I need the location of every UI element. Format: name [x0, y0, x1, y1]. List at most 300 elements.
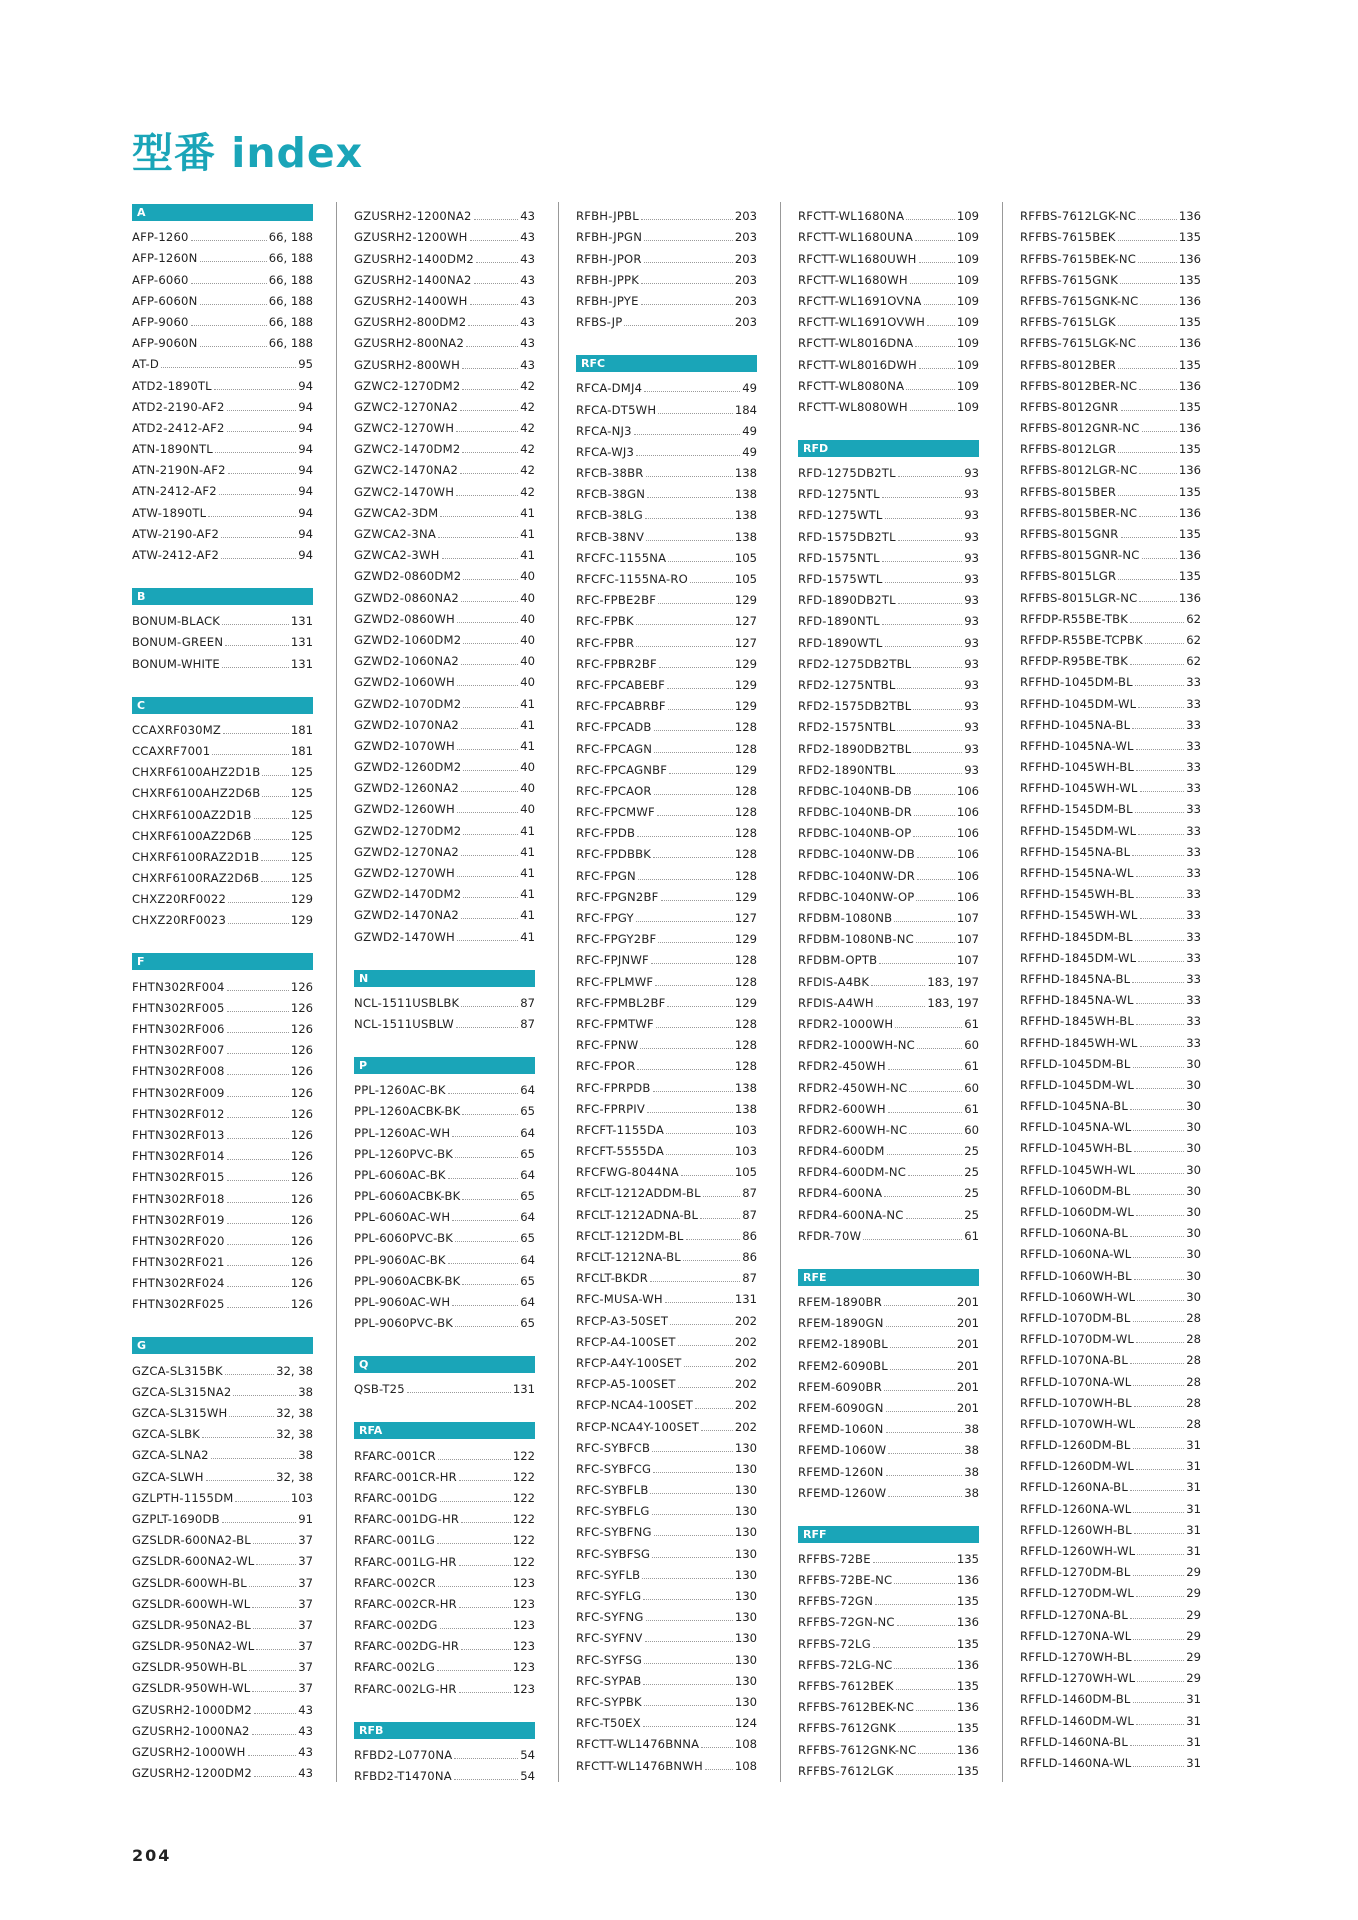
model-number: RFCB-38BR	[576, 466, 644, 481]
model-number: FHTN302RF014	[132, 1149, 225, 1164]
index-entry	[576, 1243, 757, 1264]
dot-leader	[461, 1522, 511, 1523]
dot-leader	[658, 603, 733, 604]
model-number: RFDR4-600NA-NC	[798, 1207, 904, 1222]
dot-leader	[459, 1565, 511, 1566]
dot-leader	[1139, 516, 1177, 517]
model-number: GZUSRH2-1400NA2	[354, 272, 472, 287]
model-number: CCAXRF7001	[132, 743, 211, 758]
page-reference: 30	[1186, 1056, 1201, 1071]
section-header: A	[132, 204, 313, 221]
page-reference: 203	[734, 272, 757, 287]
dot-leader	[448, 1178, 519, 1179]
page-reference: 87	[742, 1271, 757, 1286]
dot-leader	[885, 646, 963, 647]
index-entry	[354, 1484, 535, 1505]
page-reference: 138	[734, 529, 757, 544]
dot-leader	[1136, 1215, 1184, 1216]
page-reference: 108	[734, 1737, 757, 1752]
dot-leader	[906, 1218, 963, 1219]
page-reference: 135	[956, 1679, 979, 1693]
index-entry	[1020, 435, 1201, 456]
model-number: RFFHD-1845DM-BL	[1020, 929, 1133, 944]
model-number: PPL-9060ACBK-BK	[354, 1273, 461, 1288]
index-entry	[354, 372, 535, 393]
page-reference: 43	[520, 336, 535, 351]
dot-leader	[653, 857, 733, 858]
index-entry	[576, 544, 757, 565]
model-number: GZWD2-1270DM2	[354, 823, 462, 838]
index-entry	[354, 1288, 535, 1309]
index-entry	[798, 607, 979, 628]
index-entry	[132, 1206, 313, 1227]
index-entry	[132, 1484, 313, 1505]
page-reference: 33	[1186, 1014, 1201, 1029]
page-reference: 131	[290, 614, 313, 629]
page-reference: 33	[1186, 844, 1201, 859]
model-number: RFCA-NJ3	[576, 423, 632, 438]
index-entry	[354, 605, 535, 626]
index-entry	[354, 1245, 535, 1266]
page-reference: 138	[734, 1080, 757, 1095]
dot-leader	[700, 1218, 740, 1219]
dot-leader	[470, 240, 519, 241]
page-reference: 103	[734, 1122, 757, 1137]
index-entry	[798, 946, 979, 967]
model-number: FHTN302RF005	[132, 1000, 225, 1015]
page-reference: 29	[1186, 1565, 1201, 1580]
index-entry	[354, 774, 535, 795]
index-entry	[132, 906, 313, 927]
model-number: RFARC-001LG-HR	[354, 1554, 457, 1569]
page-reference: 122	[512, 1490, 535, 1505]
dot-leader	[459, 1607, 511, 1608]
index-entry	[1020, 1219, 1201, 1240]
model-number: GZCA-SL315WH	[132, 1406, 228, 1420]
page-reference: 41	[520, 929, 535, 944]
model-number: CHXRF6100AZ2D1B	[132, 807, 252, 822]
dot-leader	[212, 754, 289, 755]
index-entry	[132, 1163, 313, 1184]
dot-leader	[407, 1392, 511, 1393]
page-reference: 32, 38	[276, 1427, 313, 1442]
page-reference: 95	[298, 357, 313, 372]
page-reference: 49	[742, 381, 757, 396]
model-number: RFFHD-1845NA-WL	[1020, 993, 1134, 1008]
index-entry	[132, 737, 313, 758]
page-reference: 130	[734, 1652, 757, 1667]
page-reference: 31	[1186, 1522, 1201, 1537]
page-reference: 30	[1186, 1226, 1201, 1241]
page-reference: 107	[956, 932, 979, 947]
page-reference: 31	[1186, 1480, 1201, 1495]
model-number: ATW-2412-AF2	[132, 548, 220, 562]
model-number: RFCB-38NV	[576, 529, 645, 544]
index-entry	[798, 1608, 979, 1629]
dot-leader	[1136, 876, 1185, 877]
index-entry	[576, 1518, 757, 1539]
model-number: RFFBS-7615GNK	[1020, 272, 1119, 287]
dot-leader	[654, 1535, 733, 1536]
model-number: RFFHD-1545DM-BL	[1020, 802, 1133, 817]
dot-leader	[894, 921, 955, 922]
index-entry	[1020, 1007, 1201, 1028]
dot-leader	[894, 1668, 954, 1669]
page-reference: 30	[1186, 1077, 1201, 1092]
page-reference: 138	[734, 508, 757, 523]
model-number: RFFLD-1460DM-BL	[1020, 1692, 1131, 1707]
dot-leader	[875, 1604, 955, 1605]
index-entry	[132, 350, 313, 371]
dot-leader	[641, 304, 733, 305]
page-reference: 130	[734, 1694, 757, 1709]
index-entry	[1020, 1452, 1201, 1473]
page-reference: 43	[298, 1723, 313, 1738]
model-number: RFFLD-1270DM-BL	[1020, 1565, 1131, 1580]
model-number: RFFHD-1545NA-WL	[1020, 866, 1134, 880]
dot-leader	[461, 728, 518, 729]
index-entry	[354, 1463, 535, 1484]
dot-leader	[1133, 1639, 1184, 1640]
dot-leader	[254, 1776, 296, 1777]
page-reference: 106	[956, 805, 979, 820]
dot-leader	[249, 1586, 296, 1587]
model-number: RFFHD-1045NA-BL	[1020, 717, 1131, 732]
model-number: PPL-1260AC-BK	[354, 1083, 446, 1098]
dot-leader	[249, 1670, 296, 1671]
index-entry	[354, 1203, 535, 1224]
dot-leader	[1139, 473, 1176, 474]
page-reference: 130	[734, 1440, 757, 1455]
index-entry	[798, 904, 979, 925]
page-reference: 93	[964, 720, 979, 735]
page-reference: 33	[1186, 908, 1201, 923]
model-number: RFCTT-WL1680UWH	[798, 251, 917, 266]
model-number: RFD-1890WTL	[798, 635, 883, 650]
index-entry	[1020, 1134, 1201, 1155]
page-reference: 135	[1178, 357, 1201, 372]
page-reference: 126	[290, 1022, 313, 1036]
page-reference: 135	[956, 1763, 979, 1778]
dot-leader	[1121, 537, 1177, 538]
index-entry	[798, 925, 979, 946]
page-reference: 181	[290, 722, 313, 737]
dot-leader	[641, 219, 733, 220]
page-reference: 136	[956, 1657, 979, 1672]
page-reference: 125	[290, 786, 313, 801]
page-reference: 126	[290, 1170, 313, 1185]
dot-leader	[225, 1374, 274, 1375]
page-reference: 41	[520, 717, 535, 732]
dot-leader	[457, 940, 518, 941]
index-entry	[798, 544, 979, 565]
index-entry	[798, 650, 979, 671]
page-reference: 30	[1186, 1205, 1201, 1219]
index-entry	[1020, 1622, 1201, 1643]
dot-leader	[191, 240, 267, 241]
model-number: GZWD2-1470WH	[354, 929, 455, 944]
page-reference: 122	[512, 1512, 535, 1527]
index-entry	[132, 520, 313, 541]
page-reference: 25	[964, 1207, 979, 1222]
page-reference: 65	[520, 1316, 535, 1331]
model-number: RFFBS-7612LGK	[798, 1763, 894, 1778]
model-number: RFC-FPNW	[576, 1038, 639, 1053]
page-reference: 43	[520, 293, 535, 308]
dot-leader	[1140, 1046, 1185, 1047]
page-reference: 66, 188	[268, 293, 313, 308]
dot-leader	[908, 1175, 962, 1176]
model-number: PPL-1260ACBK-BK	[354, 1104, 461, 1119]
index-entry	[354, 838, 535, 859]
index-entry	[576, 1412, 757, 1433]
model-number: RFFLD-1045WH-WL	[1020, 1162, 1136, 1177]
model-number: RFDBC-1040NB-DR	[798, 805, 912, 820]
dot-leader	[666, 1133, 733, 1134]
dot-leader	[886, 1475, 963, 1476]
page-reference: 128	[734, 1038, 757, 1053]
model-number: RFDR2-450WH-NC	[798, 1080, 908, 1095]
model-number: RFFBS-7612GNK	[798, 1721, 897, 1736]
index-entry	[354, 456, 535, 477]
index-entry	[354, 1182, 535, 1203]
page-reference: 124	[734, 1716, 757, 1731]
dot-leader	[666, 1154, 733, 1155]
page-reference: 183, 197	[927, 995, 979, 1010]
dot-leader	[456, 495, 518, 496]
index-entry	[132, 1653, 313, 1674]
page-reference: 37	[298, 1681, 313, 1696]
page-reference: 106	[956, 889, 979, 904]
dot-leader	[457, 812, 518, 813]
model-number: GZWC2-1470DM2	[354, 442, 461, 457]
model-number: RFFBS-8012LGR	[1020, 442, 1117, 457]
page-reference: 93	[964, 699, 979, 714]
page-reference: 40	[520, 802, 535, 817]
index-entry	[798, 459, 979, 480]
dot-leader	[1134, 1406, 1184, 1407]
page-reference: 130	[734, 1631, 757, 1646]
index-entry	[576, 244, 757, 265]
page-reference: 128	[734, 783, 757, 798]
model-number: RFC-FPBR2BF	[576, 656, 657, 671]
index-entry	[354, 1762, 535, 1783]
index-entry	[798, 713, 979, 734]
model-number: RFFLD-1260DM-WL	[1020, 1459, 1135, 1474]
index-entry	[576, 223, 757, 244]
page-reference: 131	[290, 635, 313, 650]
model-number: RFC-FPJNWF	[576, 953, 649, 968]
index-entry	[798, 671, 979, 692]
page-reference: 93	[964, 677, 979, 692]
section-gap	[132, 1311, 313, 1335]
index-entry	[1020, 1749, 1201, 1770]
model-number: RFFHD-1545NA-BL	[1020, 844, 1131, 859]
dot-leader	[208, 516, 296, 517]
index-entry	[576, 989, 757, 1010]
index-entry	[798, 1587, 979, 1608]
page-reference: 32, 38	[276, 1406, 313, 1420]
page-reference: 125	[290, 807, 313, 822]
index-entry	[354, 626, 535, 647]
model-number: RFFHD-1045DM-BL	[1020, 675, 1133, 690]
dot-leader	[228, 923, 289, 924]
model-number: RFCTT-WL1691OVWH	[798, 315, 926, 330]
page-reference: 130	[734, 1567, 757, 1582]
index-entry	[354, 266, 535, 287]
dot-leader	[1138, 219, 1177, 220]
page-reference: 49	[742, 444, 757, 459]
page-reference: 31	[1186, 1544, 1201, 1558]
dot-leader	[463, 897, 518, 898]
page-reference: 122	[512, 1469, 535, 1484]
index-entry	[354, 1505, 535, 1526]
page-reference: 42	[520, 421, 535, 436]
section-header: RFD	[798, 440, 979, 457]
model-number: RFD-1275WTL	[798, 508, 883, 523]
index-entry	[576, 1010, 757, 1031]
index-entry	[132, 1738, 313, 1759]
page-reference: 123	[512, 1660, 535, 1675]
page-reference: 123	[512, 1681, 535, 1696]
page-reference: 43	[520, 357, 535, 372]
index-entry	[798, 1200, 979, 1221]
page-reference: 203	[734, 251, 757, 266]
model-number: RFC-FPCABEBF	[576, 677, 665, 692]
index-entry	[354, 901, 535, 922]
model-number: GZCA-SLBK	[132, 1427, 201, 1442]
index-entry	[1020, 372, 1201, 393]
page-reference: 94	[298, 442, 313, 457]
model-number: ATW-1890TL	[132, 505, 207, 520]
model-number: FHTN302RF008	[132, 1064, 225, 1079]
index-entry	[354, 880, 535, 901]
dot-leader	[227, 1307, 289, 1308]
model-number: RFARC-002DG-HR	[354, 1639, 460, 1654]
dot-leader	[898, 476, 962, 477]
dot-leader	[678, 1345, 733, 1346]
dot-leader	[254, 1713, 296, 1714]
dot-leader	[1130, 1745, 1184, 1746]
index-entry	[354, 1569, 535, 1590]
model-number: RFDR2-450WH	[798, 1059, 886, 1074]
model-number: RFEM-6090BR	[798, 1379, 882, 1394]
model-number: RFD-1890DB2TL	[798, 593, 896, 608]
model-number: RFFHD-1545WH-WL	[1020, 908, 1138, 923]
dot-leader	[914, 794, 955, 795]
dot-leader	[638, 879, 733, 880]
index-entry	[1020, 1664, 1201, 1685]
page-reference: 49	[742, 423, 757, 438]
index-entry	[1020, 393, 1201, 414]
index-entry	[576, 798, 757, 819]
page-reference: 33	[1186, 993, 1201, 1008]
model-number: CHXRF6100AHZ2D1B	[132, 765, 261, 780]
dot-leader	[437, 1670, 511, 1671]
model-number: RFARC-001LG	[354, 1533, 436, 1548]
index-entry	[576, 395, 757, 416]
dot-leader	[252, 1734, 297, 1735]
page-reference: 109	[956, 251, 979, 266]
model-number: RFC-SYFLB	[576, 1567, 641, 1582]
dot-leader	[1121, 410, 1177, 411]
dot-leader	[659, 667, 733, 668]
model-number: RFFHD-1045WH-BL	[1020, 760, 1135, 775]
index-entry	[798, 1330, 979, 1351]
model-number: RFCP-A5-100SET	[576, 1377, 676, 1392]
dot-leader	[1136, 1003, 1185, 1004]
index-entry	[354, 393, 535, 414]
dot-leader	[1134, 1660, 1184, 1661]
model-number: RFCLT-1212ADDM-BL	[576, 1186, 701, 1201]
page-reference: 201	[956, 1337, 979, 1352]
model-number: FHTN302RF007	[132, 1043, 225, 1058]
page-reference: 29	[1186, 1649, 1201, 1664]
section-header: RFC	[576, 355, 757, 372]
model-number: RFARC-002DG	[354, 1618, 438, 1633]
index-entry	[1020, 1261, 1201, 1282]
index-entry	[132, 1717, 313, 1738]
index-entry	[354, 1375, 535, 1396]
index-entry	[132, 885, 313, 906]
index-entry	[576, 1264, 757, 1285]
dot-leader	[917, 857, 955, 858]
dot-leader	[918, 1753, 954, 1754]
model-number: GZUSRH2-800WH	[354, 357, 461, 372]
page-reference: 109	[956, 293, 979, 308]
column-divider	[1002, 202, 1003, 1782]
page-reference: 40	[520, 611, 535, 626]
index-entry	[1020, 1155, 1201, 1176]
page-reference: 126	[290, 1297, 313, 1312]
dot-leader	[1136, 1596, 1184, 1597]
dot-leader	[1138, 961, 1184, 962]
index-entry	[132, 1248, 313, 1269]
model-number: GZSLDR-950NA2-BL	[132, 1617, 251, 1632]
index-entry	[576, 607, 757, 628]
dot-leader	[1132, 982, 1184, 983]
index-entry	[1020, 477, 1201, 498]
dot-leader	[1135, 940, 1184, 941]
dot-leader	[462, 389, 518, 390]
page-reference: 93	[964, 529, 979, 544]
model-number: RFFHD-1045NA-WL	[1020, 738, 1134, 753]
index-entry	[132, 1290, 313, 1311]
page-reference: 42	[520, 399, 535, 414]
model-number: GZUSRH2-1000DM2	[132, 1702, 252, 1717]
model-number: RFD-1575WTL	[798, 572, 883, 586]
page-reference: 136	[1178, 336, 1201, 351]
model-number: PPL-9060AC-BK	[354, 1252, 446, 1267]
dot-leader	[219, 494, 296, 495]
model-number: RFFLD-1460NA-BL	[1020, 1734, 1129, 1749]
dot-leader	[463, 834, 518, 835]
page-reference: 30	[1186, 1141, 1201, 1156]
column-divider	[780, 202, 781, 1782]
index-entry	[1020, 1410, 1201, 1431]
page-reference: 38	[298, 1448, 313, 1463]
dot-leader	[636, 455, 740, 456]
page-reference: 125	[290, 765, 313, 780]
section-gap	[354, 1396, 535, 1420]
model-number: ATD2-2412-AF2	[132, 420, 225, 435]
dot-leader	[644, 1663, 733, 1664]
model-number: FHTN302RF020	[132, 1233, 225, 1248]
model-number: AFP-6060	[132, 272, 189, 287]
section-header: C	[132, 697, 313, 714]
index-entry	[1020, 1473, 1201, 1494]
model-number: FHTN302RF006	[132, 1022, 225, 1036]
